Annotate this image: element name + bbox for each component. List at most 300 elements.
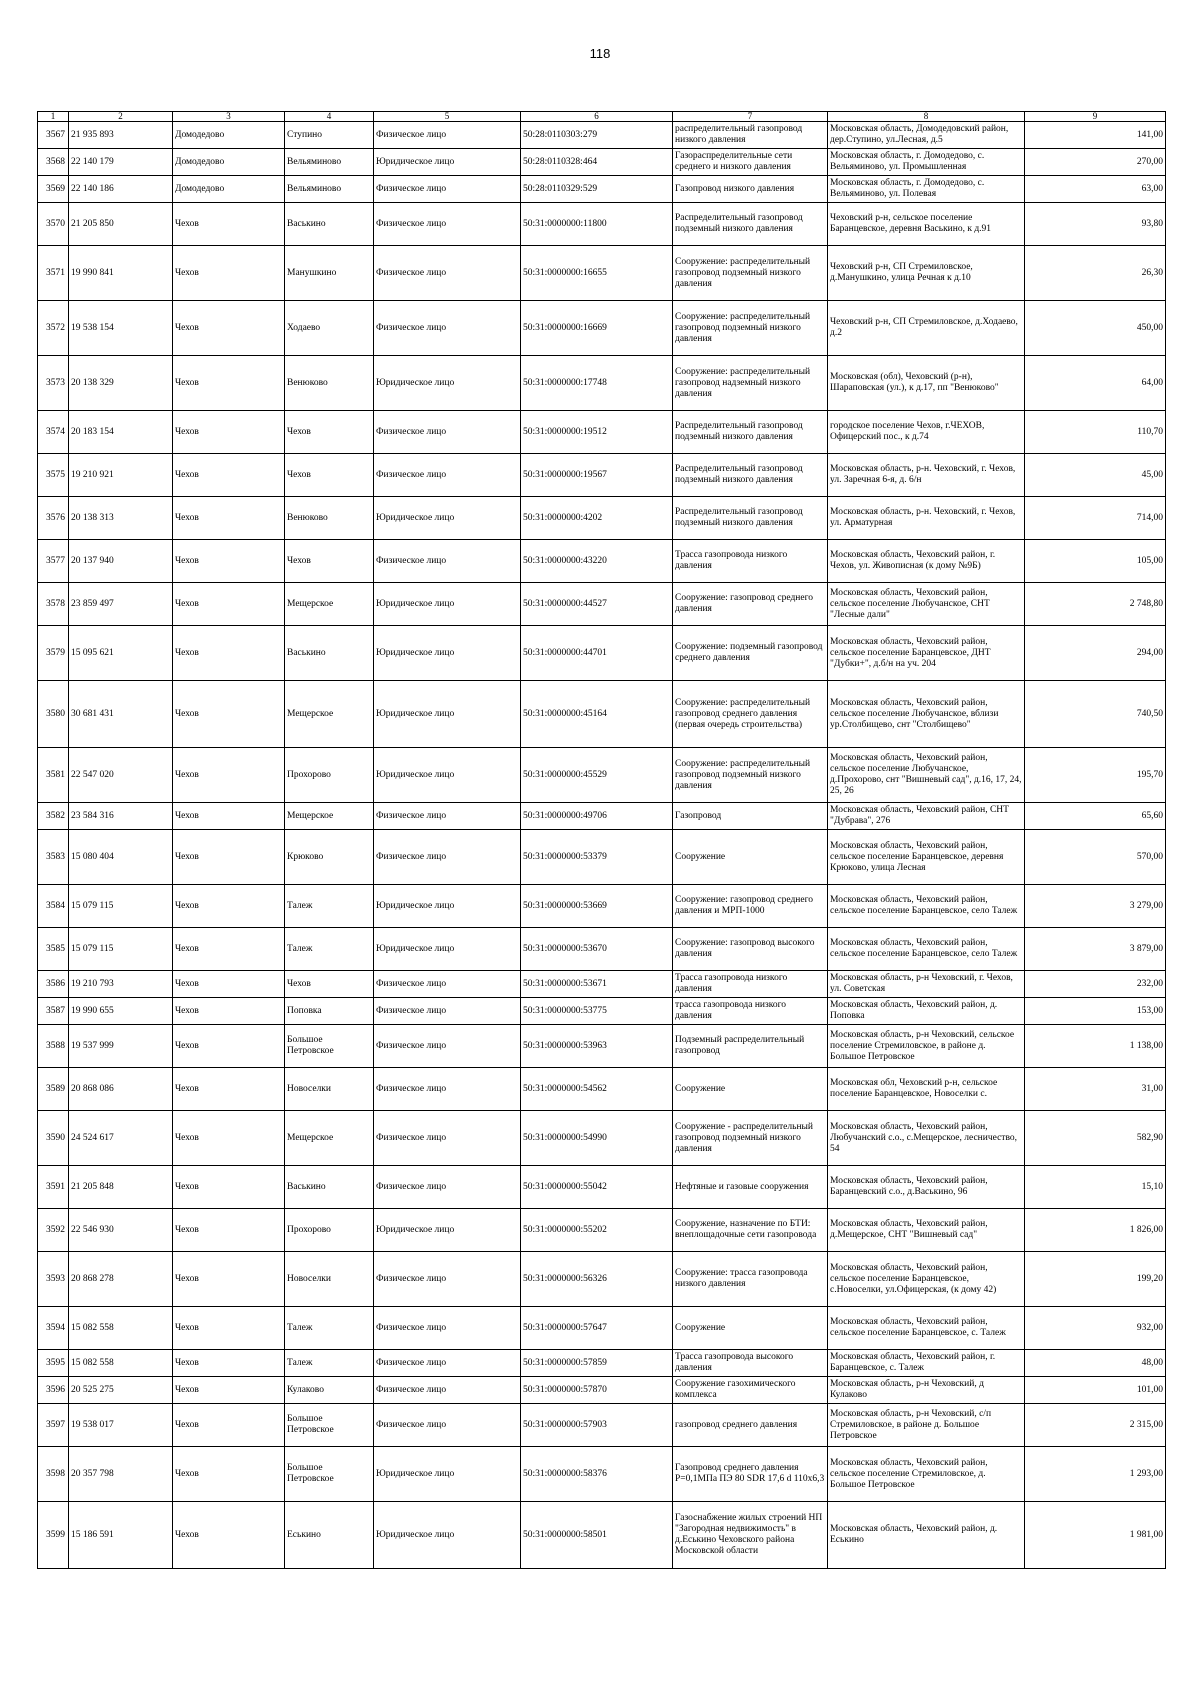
table-cell: 19 537 999 — [69, 1025, 173, 1068]
table-cell: 50:31:0000000:57870 — [521, 1377, 673, 1404]
table-cell: 50:31:0000000:55202 — [521, 1209, 673, 1252]
table-cell: 22 547 020 — [69, 748, 173, 803]
table-body — [38, 122, 1166, 1569]
table-cell: Физическое лицо — [374, 1166, 521, 1209]
table-cell: Чехов — [173, 803, 285, 830]
table-cell: 20 357 798 — [69, 1447, 173, 1502]
table-cell: Чехов — [173, 626, 285, 681]
table-cell: 20 183 154 — [69, 411, 173, 454]
table-row — [38, 583, 1166, 626]
table-cell: 50:28:0110328:464 — [521, 149, 673, 176]
table-cell: Домодедово — [173, 176, 285, 203]
table-cell: 65,60 — [1025, 803, 1166, 830]
header-cell: 1 — [38, 112, 69, 122]
table-cell: Чехов — [173, 583, 285, 626]
table-cell: Чеховский р-н, сельское поселение Баранцевское, деревня Васькино, к д.91 — [828, 203, 1025, 246]
table-cell: Манушкино — [285, 246, 374, 301]
table-cell: Чехов — [173, 497, 285, 540]
table-row — [38, 1166, 1166, 1209]
table-cell: 450,00 — [1025, 301, 1166, 356]
table-cell: 932,00 — [1025, 1307, 1166, 1350]
table-row — [38, 748, 1166, 803]
table-cell: Сооружение: трасса газопровода низкого давления — [673, 1252, 828, 1307]
table-cell: 1 138,00 — [1025, 1025, 1166, 1068]
table-row — [38, 176, 1166, 203]
table-cell: 3590 — [38, 1111, 69, 1166]
table-cell: Нефтяные и газовые сооружения — [673, 1166, 828, 1209]
table-cell: Чехов — [173, 454, 285, 497]
table-cell: 3570 — [38, 203, 69, 246]
table-cell: Вельяминово — [285, 149, 374, 176]
table-cell: 3593 — [38, 1252, 69, 1307]
table-cell: Талеж — [285, 1350, 374, 1377]
table-cell: Физическое лицо — [374, 301, 521, 356]
table-cell: 50:31:0000000:19512 — [521, 411, 673, 454]
table-cell: Физическое лицо — [374, 971, 521, 998]
header-cell: 7 — [673, 112, 828, 122]
table-row — [38, 454, 1166, 497]
table-cell: Юридическое лицо — [374, 885, 521, 928]
table-cell: Физическое лицо — [374, 454, 521, 497]
page-number: 118 — [589, 46, 611, 61]
table-cell: 3591 — [38, 1166, 69, 1209]
table-cell: 3579 — [38, 626, 69, 681]
table-cell: Чехов — [173, 1377, 285, 1404]
table-cell: 3581 — [38, 748, 69, 803]
table-cell: 15 082 558 — [69, 1307, 173, 1350]
table-cell: Чехов — [173, 246, 285, 301]
table-cell: Чехов — [173, 1307, 285, 1350]
table-cell: Венюково — [285, 356, 374, 411]
table-cell: 3585 — [38, 928, 69, 971]
table-cell: 3576 — [38, 497, 69, 540]
table-cell: Чехов — [173, 1209, 285, 1252]
table-cell: Чехов — [285, 411, 374, 454]
table-cell: Московская область, р-н Чеховский, г. Чехов, ул. Советская — [828, 971, 1025, 998]
table-cell: 3597 — [38, 1404, 69, 1447]
table-cell: 1 293,00 — [1025, 1447, 1166, 1502]
table-cell: 15 080 404 — [69, 830, 173, 885]
table-cell: 3580 — [38, 681, 69, 748]
table-cell: 50:31:0000000:56326 — [521, 1252, 673, 1307]
table-cell: Большое Петровское — [285, 1404, 374, 1447]
table-cell: Физическое лицо — [374, 1252, 521, 1307]
table-row — [38, 149, 1166, 176]
table-cell: Талеж — [285, 1307, 374, 1350]
table-cell: 1 826,00 — [1025, 1209, 1166, 1252]
table-cell: Физическое лицо — [374, 1377, 521, 1404]
table-cell: 3588 — [38, 1025, 69, 1068]
table-cell: 105,00 — [1025, 540, 1166, 583]
table-cell: Чехов — [173, 830, 285, 885]
table-cell: Физическое лицо — [374, 1307, 521, 1350]
table-cell: 20 138 329 — [69, 356, 173, 411]
table-cell: 3594 — [38, 1307, 69, 1350]
table-cell: 3587 — [38, 998, 69, 1025]
table-cell: 19 210 921 — [69, 454, 173, 497]
table-cell: Московская область, Чеховский район, сельское поселение Баранцевское, с.Новоселки, ул.Офицерская, (к дому 42) — [828, 1252, 1025, 1307]
table-row — [38, 1252, 1166, 1307]
table-cell: Чехов — [173, 1252, 285, 1307]
table-cell: Московская область, Чеховский район, сельское поселение Баранцевское, деревня Крюково, улица Лесная — [828, 830, 1025, 885]
table-cell: Чехов — [173, 1166, 285, 1209]
table-cell: 3572 — [38, 301, 69, 356]
table-cell: Чехов — [173, 411, 285, 454]
table-cell: 1 981,00 — [1025, 1502, 1166, 1569]
table-cell: Юридическое лицо — [374, 928, 521, 971]
table-cell: Физическое лицо — [374, 246, 521, 301]
table-cell: Газопровод — [673, 803, 828, 830]
table-cell: 714,00 — [1025, 497, 1166, 540]
table-cell: 19 538 017 — [69, 1404, 173, 1447]
table-cell: 3584 — [38, 885, 69, 928]
table-cell: 45,00 — [1025, 454, 1166, 497]
table-row — [38, 885, 1166, 928]
table-cell: Московская область, Чеховский район, сельское поселение Стремиловское, д. Большое Петровское — [828, 1447, 1025, 1502]
table-cell: Домодедово — [173, 149, 285, 176]
table-cell: 50:31:0000000:43220 — [521, 540, 673, 583]
table-cell: 21 935 893 — [69, 122, 173, 149]
table-cell: Сооружение - распределительный газопровод подземный низкого давления — [673, 1111, 828, 1166]
table-row — [38, 1209, 1166, 1252]
table-cell: Газопровод низкого давления — [673, 176, 828, 203]
table-row — [38, 971, 1166, 998]
table-cell: Чехов — [173, 1447, 285, 1502]
table-cell: Распределительный газопровод подземный низкого давления — [673, 454, 828, 497]
table-cell: Чехов — [173, 1404, 285, 1447]
table-cell: 110,70 — [1025, 411, 1166, 454]
table-cell: Московская область, Чеховский район, сельское поселение Любучанское, СНТ "Лесные дали" — [828, 583, 1025, 626]
table-cell: Сооружение — [673, 1307, 828, 1350]
table-cell: Чехов — [173, 1502, 285, 1569]
table-cell: 50:31:0000000:54990 — [521, 1111, 673, 1166]
table-cell: 50:31:0000000:53775 — [521, 998, 673, 1025]
table-cell: Новоселки — [285, 1252, 374, 1307]
table-cell: Новоселки — [285, 1068, 374, 1111]
table-cell: 50:31:0000000:45529 — [521, 748, 673, 803]
table-cell: 50:31:0000000:53379 — [521, 830, 673, 885]
table-cell: Сооружение — [673, 830, 828, 885]
table-row — [38, 626, 1166, 681]
table-cell: Московская область, р-н. Чеховский, г. Чехов, ул. Заречная 6-я, д. 6/н — [828, 454, 1025, 497]
header-row — [38, 112, 1166, 122]
table-cell: Физическое лицо — [374, 1068, 521, 1111]
table-cell: Московская область, Чеховский район, д.Мещерское, СНТ "Вишневый сад" — [828, 1209, 1025, 1252]
table-cell: Распределительный газопровод подземный низкого давления — [673, 497, 828, 540]
table-cell: трасса газопровода низкого давления — [673, 998, 828, 1025]
table-cell: 50:31:0000000:4202 — [521, 497, 673, 540]
table-cell: 3583 — [38, 830, 69, 885]
table-cell: 50:28:0110329:529 — [521, 176, 673, 203]
table-cell: 232,00 — [1025, 971, 1166, 998]
table-cell: 19 990 655 — [69, 998, 173, 1025]
table-cell: Юридическое лицо — [374, 583, 521, 626]
table-cell: Юридическое лицо — [374, 497, 521, 540]
table-row — [38, 1502, 1166, 1569]
table-cell: Московская обл, Чеховский р-н, сельское поселение Баранцевское, Новоселки с. — [828, 1068, 1025, 1111]
table-row — [38, 246, 1166, 301]
table-cell: 50:31:0000000:58376 — [521, 1447, 673, 1502]
table-cell: Московская область, Чеховский район, д. Поповка — [828, 998, 1025, 1025]
table-row — [38, 1377, 1166, 1404]
table-cell: Чехов — [173, 301, 285, 356]
table-cell: 3567 — [38, 122, 69, 149]
table-cell: 270,00 — [1025, 149, 1166, 176]
table-cell: Трасса газопровода низкого давления — [673, 971, 828, 998]
table-cell: 23 584 316 — [69, 803, 173, 830]
table-row — [38, 1025, 1166, 1068]
table-cell: 199,20 — [1025, 1252, 1166, 1307]
table-cell: Сооружение: газопровод среднего давления и МРП-1000 — [673, 885, 828, 928]
table-cell: 50:31:0000000:53670 — [521, 928, 673, 971]
table-cell: Чехов — [173, 885, 285, 928]
header-cell: 3 — [173, 112, 285, 122]
table-cell: 3586 — [38, 971, 69, 998]
table-cell: Физическое лицо — [374, 1350, 521, 1377]
table-row — [38, 830, 1166, 885]
table-cell: Московская область, Чеховский район, г. Баранцевское, с. Талеж — [828, 1350, 1025, 1377]
table-cell: 19 210 793 — [69, 971, 173, 998]
header-cell: 6 — [521, 112, 673, 122]
table-cell: 20 138 313 — [69, 497, 173, 540]
table-cell: Физическое лицо — [374, 803, 521, 830]
table-cell: Юридическое лицо — [374, 149, 521, 176]
table-cell: Мещерское — [285, 583, 374, 626]
table-cell: Московская область, р-н Чеховский, с/п Стремиловское, в районе д. Большое Петровское — [828, 1404, 1025, 1447]
table-cell: 50:31:0000000:53963 — [521, 1025, 673, 1068]
table-cell: 50:31:0000000:49706 — [521, 803, 673, 830]
table-cell: Сооружение: газопровод среднего давления — [673, 583, 828, 626]
table-cell: 3 279,00 — [1025, 885, 1166, 928]
table-cell: 20 525 275 — [69, 1377, 173, 1404]
table-cell: Васькино — [285, 203, 374, 246]
table-cell: 570,00 — [1025, 830, 1166, 885]
table-cell: 153,00 — [1025, 998, 1166, 1025]
table-row — [38, 803, 1166, 830]
table-cell: Чехов — [173, 1350, 285, 1377]
table-cell: Сооружение: распределительный газопровод среднего давления (первая очередь строительства) — [673, 681, 828, 748]
table-cell: Московская область, р-н. Чеховский, г. Чехов, ул. Арматурная — [828, 497, 1025, 540]
table-cell: Еськино — [285, 1502, 374, 1569]
table-cell: Московская область, г. Домодедово, с. Вельяминово, ул. Полевая — [828, 176, 1025, 203]
table-cell: 22 140 186 — [69, 176, 173, 203]
table-cell: Чехов — [173, 1068, 285, 1111]
table-cell: Прохорово — [285, 1209, 374, 1252]
table-cell: Большое Петровское — [285, 1025, 374, 1068]
table-cell: Чехов — [173, 356, 285, 411]
table-cell: Физическое лицо — [374, 1111, 521, 1166]
table-cell: Венюково — [285, 497, 374, 540]
table-row — [38, 497, 1166, 540]
table-cell: Чехов — [173, 1111, 285, 1166]
table-cell: 19 538 154 — [69, 301, 173, 356]
table-cell: 21 205 850 — [69, 203, 173, 246]
table-cell: газопровод среднего давления — [673, 1404, 828, 1447]
table-cell: Мещерское — [285, 1111, 374, 1166]
header-cell: 5 — [374, 112, 521, 122]
table-cell: Юридическое лицо — [374, 681, 521, 748]
table-cell: 50:31:0000000:45164 — [521, 681, 673, 748]
table-cell: Чехов — [285, 540, 374, 583]
table-cell: Сооружение: газопровод высокого давления — [673, 928, 828, 971]
table-row — [38, 411, 1166, 454]
table-row — [38, 1307, 1166, 1350]
table-cell: Ходаево — [285, 301, 374, 356]
table-cell: Физическое лицо — [374, 830, 521, 885]
table-cell: городское поселение Чехов, г.ЧЕХОВ, Офицерский пос., к д.74 — [828, 411, 1025, 454]
table-cell: 63,00 — [1025, 176, 1166, 203]
table-cell: 50:28:0110303:279 — [521, 122, 673, 149]
table-cell: 50:31:0000000:16669 — [521, 301, 673, 356]
registry-table — [37, 111, 1166, 1569]
table-row — [38, 1111, 1166, 1166]
table-cell: Сооружение: распределительный газопровод надземный низкого давления — [673, 356, 828, 411]
table-cell: 93,80 — [1025, 203, 1166, 246]
table-cell: Московская область, Чеховский район, д. Еськино — [828, 1502, 1025, 1569]
table-cell: Мещерское — [285, 681, 374, 748]
table-cell: Московская область, Чеховский район, сельское поселение Баранцевское, ДНТ "Дубки+", д.б/н на уч. 204 — [828, 626, 1025, 681]
table-cell: 15 082 558 — [69, 1350, 173, 1377]
table-cell: 3592 — [38, 1209, 69, 1252]
table-cell: Газоснабжение жилых строений НП "Загородная недвижимость" в д.Еськино Чеховского района Московской области — [673, 1502, 828, 1569]
table-cell: Чехов — [173, 998, 285, 1025]
table-cell: Крюково — [285, 830, 374, 885]
table-cell: 26,30 — [1025, 246, 1166, 301]
table-cell: Большое Петровское — [285, 1447, 374, 1502]
table-cell: Московская область, Чеховский район, сельское поселение Баранцевское, с. Талеж — [828, 1307, 1025, 1350]
table-cell: 50:31:0000000:57647 — [521, 1307, 673, 1350]
table-cell: Чехов — [285, 971, 374, 998]
table-cell: Физическое лицо — [374, 411, 521, 454]
table-cell: Сооружение: распределительный газопровод подземный низкого давления — [673, 748, 828, 803]
table-cell: 15 079 115 — [69, 885, 173, 928]
table-cell: 582,90 — [1025, 1111, 1166, 1166]
table-cell: Мещерское — [285, 803, 374, 830]
table-cell: Чехов — [173, 748, 285, 803]
table-cell: 3569 — [38, 176, 69, 203]
table-cell: 48,00 — [1025, 1350, 1166, 1377]
table-cell: 3599 — [38, 1502, 69, 1569]
table-cell: 3595 — [38, 1350, 69, 1377]
table-cell: 3573 — [38, 356, 69, 411]
table-cell: Чехов — [285, 454, 374, 497]
table-cell: Юридическое лицо — [374, 1447, 521, 1502]
table-cell: 3598 — [38, 1447, 69, 1502]
table-cell: 15 095 621 — [69, 626, 173, 681]
table-row — [38, 681, 1166, 748]
table-cell: Талеж — [285, 928, 374, 971]
table-cell: 50:31:0000000:11800 — [521, 203, 673, 246]
header-cell: 2 — [69, 112, 173, 122]
table-cell: 50:31:0000000:55042 — [521, 1166, 673, 1209]
table-cell: Юридическое лицо — [374, 748, 521, 803]
table-cell: 22 140 179 — [69, 149, 173, 176]
table-cell: Московская область, Чеховский район, СНТ "Дубрава", 276 — [828, 803, 1025, 830]
table-cell: Чеховский р-н, СП Стремиловское, д.Ходаево, д.2 — [828, 301, 1025, 356]
table-cell: Чехов — [173, 1025, 285, 1068]
table-cell: 3 879,00 — [1025, 928, 1166, 971]
table-cell: 50:31:0000000:19567 — [521, 454, 673, 497]
table-cell: Юридическое лицо — [374, 626, 521, 681]
table-cell: распределительный газопровод низкого давления — [673, 122, 828, 149]
table-cell: Сооружение: распределительный газопровод подземный низкого давления — [673, 301, 828, 356]
table-cell: Юридическое лицо — [374, 356, 521, 411]
table-cell: Юридическое лицо — [374, 1502, 521, 1569]
table-cell: 50:31:0000000:58501 — [521, 1502, 673, 1569]
table-cell: 64,00 — [1025, 356, 1166, 411]
table-cell: Московская область, Чеховский район, г. Чехов, ул. Живописная (к дому №9Б) — [828, 540, 1025, 583]
table-cell: Московская область, Чеховский район, сельское поселение Баранцевское, село Талеж — [828, 928, 1025, 971]
table-cell: 3582 — [38, 803, 69, 830]
table-row — [38, 928, 1166, 971]
table-cell: 50:31:0000000:44527 — [521, 583, 673, 626]
table-cell: 50:31:0000000:53671 — [521, 971, 673, 998]
table-cell: 50:31:0000000:54562 — [521, 1068, 673, 1111]
table-cell: Трасса газопровода высокого давления — [673, 1350, 828, 1377]
table-cell: 3568 — [38, 149, 69, 176]
table-cell: 20 868 086 — [69, 1068, 173, 1111]
table-cell: 50:31:0000000:17748 — [521, 356, 673, 411]
table-cell: 15 186 591 — [69, 1502, 173, 1569]
table-cell: 19 990 841 — [69, 246, 173, 301]
table-cell: Домодедово — [173, 122, 285, 149]
table-cell: Физическое лицо — [374, 203, 521, 246]
table-cell: 101,00 — [1025, 1377, 1166, 1404]
table-cell: Трасса газопровода низкого давления — [673, 540, 828, 583]
table-row — [38, 1068, 1166, 1111]
table-row — [38, 1350, 1166, 1377]
table-cell: Сооружение: подземный газопровод среднего давления — [673, 626, 828, 681]
table-row — [38, 1404, 1166, 1447]
table-cell: 2 315,00 — [1025, 1404, 1166, 1447]
table-cell: Чехов — [173, 971, 285, 998]
table-cell: 3571 — [38, 246, 69, 301]
table-cell: 294,00 — [1025, 626, 1166, 681]
table-cell: Чехов — [173, 203, 285, 246]
table-cell: Московская область, Чеховский район, сельское поселение Любучанское, д.Прохорово, снт "Вишневый сад", д.16, 17, 24, 25, 26 — [828, 748, 1025, 803]
table-cell: 50:31:0000000:57859 — [521, 1350, 673, 1377]
table-cell: Московская область, Чеховский район, сельское поселение Баранцевское, село Талеж — [828, 885, 1025, 928]
table-cell: 30 681 431 — [69, 681, 173, 748]
table-cell: Подземный распределительный газопровод — [673, 1025, 828, 1068]
table-cell: 24 524 617 — [69, 1111, 173, 1166]
table-cell: Физическое лицо — [374, 998, 521, 1025]
table-cell: 50:31:0000000:16655 — [521, 246, 673, 301]
table-cell: Газопровод среднего давления Р=0,1МПа ПЭ 80 SDR 17,6 d 110x6,3 — [673, 1447, 828, 1502]
table-cell: Московская область, р-н Чеховский, д Кулаково — [828, 1377, 1025, 1404]
table-cell: Чеховский р-н, СП Стремиловское, д.Манушкино, улица Речная к д.10 — [828, 246, 1025, 301]
table-cell: Сооружение — [673, 1068, 828, 1111]
table-cell: Московская (обл), Чеховский (р-н), Шараповская (ул.), к д.17, пп "Венюково" — [828, 356, 1025, 411]
table-cell: Кулаково — [285, 1377, 374, 1404]
table-cell: Сооружение: распределительный газопровод подземный низкого давления — [673, 246, 828, 301]
table-cell: Ступино — [285, 122, 374, 149]
table-cell: Чехов — [173, 928, 285, 971]
table-cell: Вельяминово — [285, 176, 374, 203]
table-cell: 3577 — [38, 540, 69, 583]
table-cell: Физическое лицо — [374, 1404, 521, 1447]
table-cell: Московская область, Домодедовский район, дер.Ступино, ул.Лесная, д.5 — [828, 122, 1025, 149]
table-cell: Физическое лицо — [374, 540, 521, 583]
table-cell: Газораспределительные сети среднего и низкого давления — [673, 149, 828, 176]
table-cell: Московская область, Чеховский район, Любучанский с.о., с.Мещерское, лесничество, 54 — [828, 1111, 1025, 1166]
table-row — [38, 998, 1166, 1025]
table-cell: 50:31:0000000:53669 — [521, 885, 673, 928]
table-cell: 195,70 — [1025, 748, 1166, 803]
table-cell: Московская область, р-н Чеховский, сельское поселение Стремиловское, в районе д. Большое Петровское — [828, 1025, 1025, 1068]
table-cell: 3589 — [38, 1068, 69, 1111]
table-cell: 15 079 115 — [69, 928, 173, 971]
